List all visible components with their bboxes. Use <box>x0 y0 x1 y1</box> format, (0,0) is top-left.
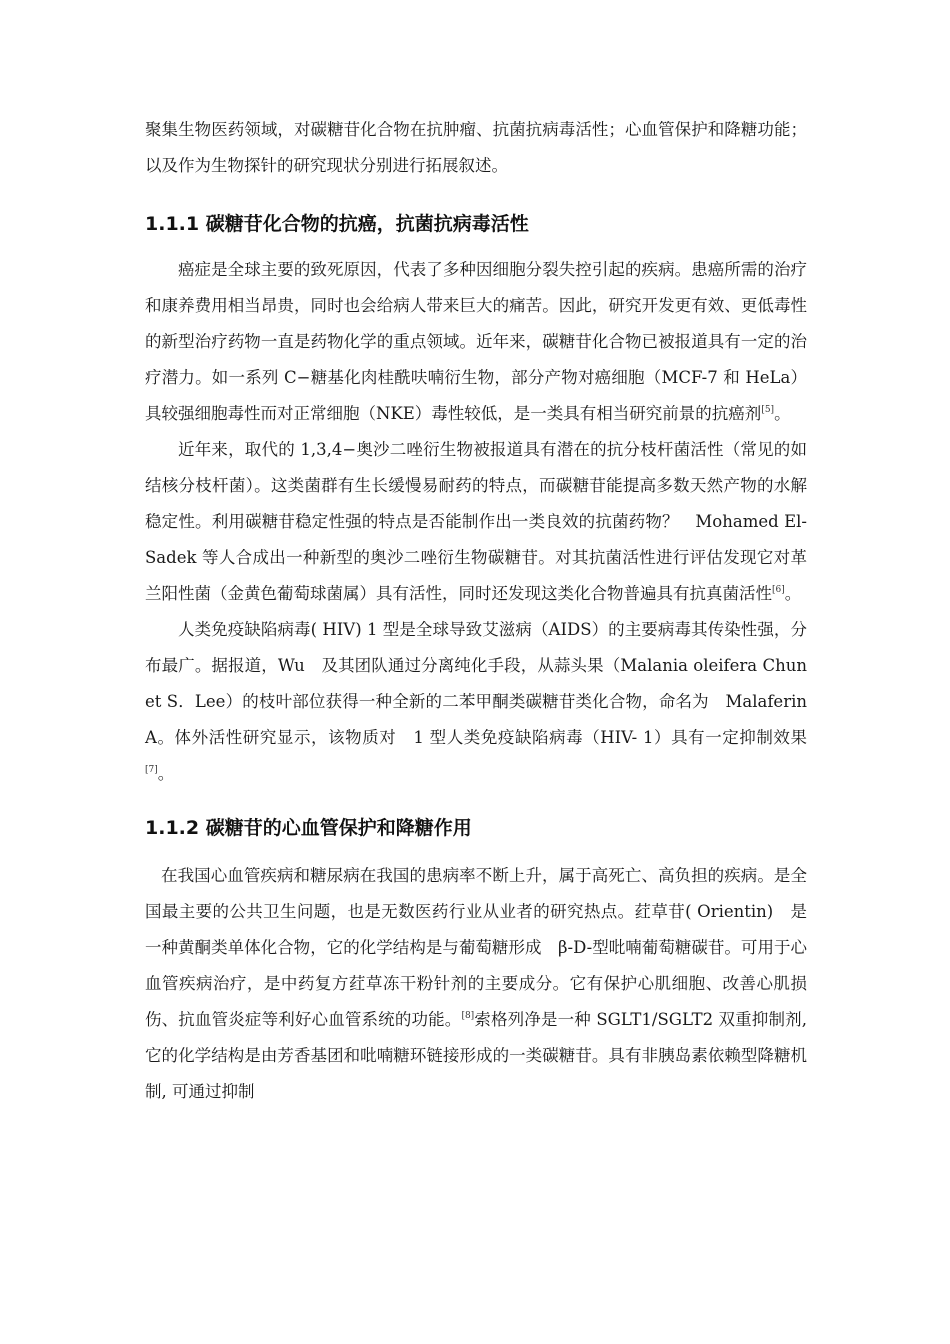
intro-text: 聚集生物医药领域，对碳糖苷化合物在抗肿瘤、抗菌抗病毒活性；心血管保护和降糖功能；以及作为生物探针的研究现状分别进行拓展叙述。 <box>145 120 807 175</box>
citation-ref: [5] <box>761 405 775 415</box>
paragraph-text: 人类免疫缺陷病毒( HIV) 1 型是全球导致艾滋病（AIDS）的主要病毒其传染性强，分布最广。据报道，Wu 及其团队通过分离纯化手段，从蒜头果（Malania oleifera Chun et S．Lee）的枝叶部位获得一种全新的二苯甲酮类碳糖苷类化合物，命名为 Malaferin A。体外活性研究显示，该物质对 1 型人类免疫缺陷病毒（HIV- 1）具有一定抑制效果 <box>145 620 807 747</box>
citation-ref: [7] <box>145 765 158 775</box>
citation-ref: [8] <box>461 1011 475 1021</box>
paragraph-end: 。 <box>157 764 175 783</box>
paragraph-text: 近年来，取代的 1,3,4−奥沙二唑衍生物被报道具有潜在的抗分枝杆菌活性（常见的如结核分枝杆菌）。这类菌群有生长缓慢易耐药的特点，而碳糖苷能提高多数天然产物的水解稳定性。利用碳糖苷稳定性强的特点是否能制作出一类良效的抗菌药物？ Mohamed El-Sadek 等人合成出一种新型的奥沙二唑衍生物碳糖苷。对其抗菌活性进行评估发现它对革兰阳性菌（金黄色葡萄球菌属）具有活性，同时还发现这类化合物普遍具有抗真菌活性 <box>145 440 807 603</box>
intro-paragraph <box>145 112 807 184</box>
paragraph-antiviral <box>145 612 807 792</box>
paragraph-end: 。 <box>784 584 802 603</box>
paragraph-end: 。 <box>774 404 791 423</box>
paragraph-antibacterial <box>145 432 807 612</box>
paragraph-anticancer <box>145 252 807 432</box>
paragraph-text: 在我国心血管疾病和糖尿病在我国的患病率不断上升，属于高死亡、高负担的疾病。是全国最主要的公共卫生问题，也是无数医药行业从业者的研究热点。荭草苷( Orientin) 是一种黄酮类单体化合物，它的化学结构是与葡萄糖形成 β-D-型吡喃葡萄糖碳苷。可用于心血管疾病治疗，是中药复方荭草冻干粉针剂的主要成分。它有保护心肌细胞、改善心肌损伤、抗血管炎症等利好心血管系统的功能。 <box>145 866 807 1029</box>
paragraph-cardiovascular <box>145 858 807 1110</box>
page-content <box>145 112 807 1110</box>
citation-ref: [6] <box>772 585 785 595</box>
section-heading-anticancer: 1.1.1 碳糖苷化合物的抗癌，抗菌抗病毒活性 <box>145 213 529 235</box>
section-heading-cardiovascular: 1.1.2 碳糖苷的心血管保护和降糖作用 <box>145 817 472 839</box>
paragraph-text: 癌症是全球主要的致死原因，代表了多种因细胞分裂失控引起的疾病。患癌所需的治疗和康养费用相当昂贵，同时也会给病人带来巨大的痛苦。因此，研究开发更有效、更低毒性的新型治疗药物一直是药物化学的重点领域。近年来，碳糖苷化合物已被报道具有一定的治疗潜力。如一系列 C−糖基化肉桂酰呋喃衍生物，部分产物对癌细胞（MCF-7 和 HeLa）具较强细胞毒性而对正常细胞（NKE）毒性较低，是一类具有相当研究前景的抗癌剂 <box>145 260 807 423</box>
paragraph-tail: 索格列净是一种 SGLT1/SGLT2 双重抑制剂, 它的化学结构是由芳香基团和吡喃糖环链接形成的一类碳糖苷。具有非胰岛素依赖型降糖机制, 可通过抑制 <box>145 1010 807 1101</box>
